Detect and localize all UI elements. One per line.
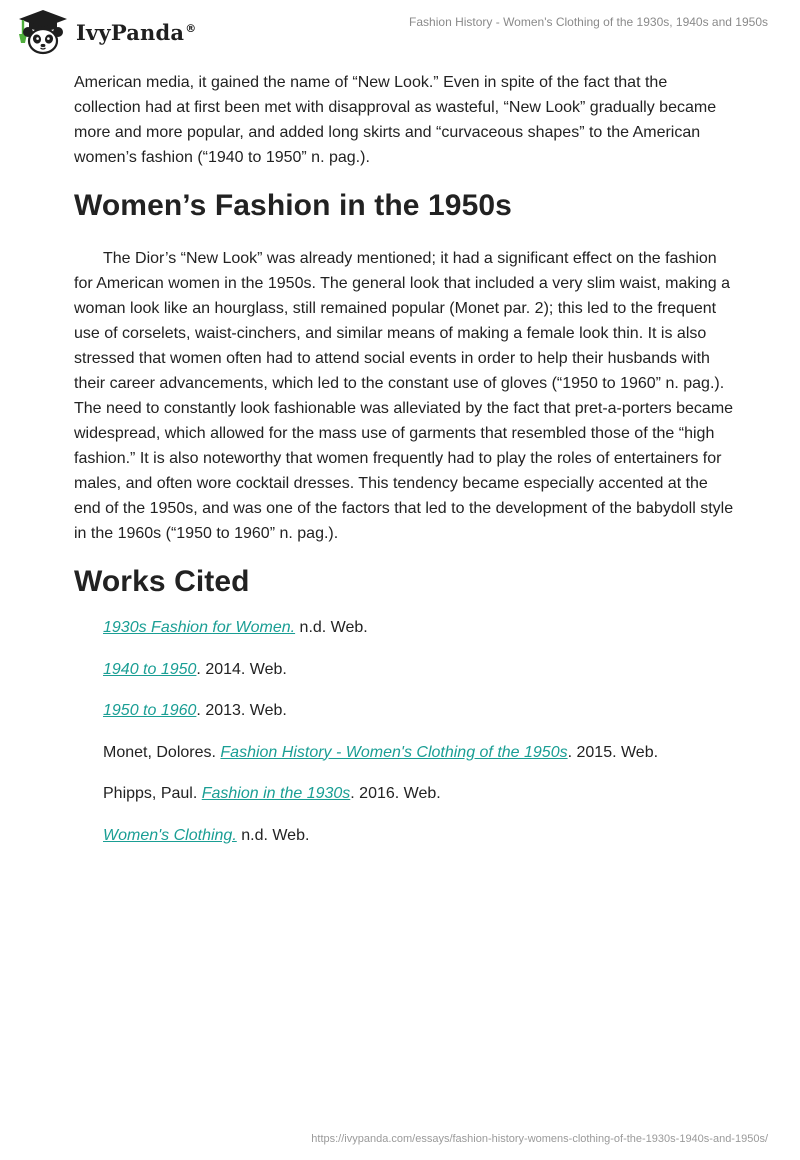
citation-link[interactable]: 1930s Fashion for Women. xyxy=(103,619,296,636)
panda-graduate-logo-icon xyxy=(14,8,72,56)
document-title: Fashion History - Women's Clothing of the 1930s, 1940s and 1950s xyxy=(409,15,768,29)
brand-name xyxy=(76,20,196,45)
works-cited-heading: Works Cited xyxy=(74,565,250,598)
citation-prefix: Phipps, Paul. xyxy=(103,785,202,802)
brand-logo[interactable] xyxy=(14,8,196,56)
citation-link[interactable]: 1950 to 1960 xyxy=(103,702,197,719)
citation-item xyxy=(103,824,734,848)
citation-suffix: n.d. Web. xyxy=(236,826,310,844)
works-cited-list xyxy=(74,616,734,848)
citation-suffix: . 2015. Web. xyxy=(567,743,659,761)
registered-mark: ® xyxy=(185,21,197,35)
citation-item xyxy=(103,699,734,723)
page-header xyxy=(0,0,800,60)
citation-link[interactable]: Fashion in the 1930s xyxy=(201,785,351,802)
footer-url[interactable]: https://ivypanda.com/essays/fashion-history-womens-clothing-of-the-1930s-1940s-and-1950s/ xyxy=(311,1133,768,1145)
citation-item xyxy=(103,616,734,640)
citation-item xyxy=(103,741,734,765)
brand-name-text: IvyPanda xyxy=(76,19,185,45)
citation-link[interactable]: 1940 to 1950 xyxy=(103,660,197,678)
citation-link[interactable]: Women's Clothing. xyxy=(103,826,237,844)
section-heading: Women’s Fashion in the 1950s xyxy=(74,189,512,222)
intro-paragraph: American media, it gained the name of “New Look.” Even in spite of the fact that the collection had at first been met with disapproval as wasteful, “New Look” gradually became more and more popular, and added long skirts and “curvaceous shapes” to the American women’s fashion (“1940 to 1950” n. pag.). xyxy=(74,74,717,166)
citation-suffix: . 2013. Web. xyxy=(196,702,287,719)
section-paragraph: The Dior’s “New Look” was already mentioned; it had a significant effect on the fashion for American women in the 1950s. The general look that included a very slim waist, making a woman look like an hourglass, still remained popular (Monet par. 2); this led to the frequent use of corselets, waist-cinchers, and similar means of making a female look thin. It is also stressed that women often had to attend social events in order to help their husbands with their career advancements, which led to the constant use of gloves (“1950 to 1960” n. pag.). The need to constantly look fashionable was alleviated by the fact that pret-a-porters became widespread, which allowed for the mass use of garments that resembled those of the “high fashion.” It is also noteworthy that women frequently had to play the roles of entertainers for males, and often wore cocktail dresses. This tendency became especially accented at the end of the 1950s, and was one of the factors that led to the development of the babydoll style in the 1960s (“1950 to 1960” n. pag.). xyxy=(74,250,734,542)
essay-content xyxy=(74,70,734,865)
citation-link[interactable]: Fashion History - Women's Clothing of the 1950s xyxy=(220,743,568,761)
citation-suffix: . 2016. Web. xyxy=(350,785,441,802)
citation-suffix: . 2014. Web. xyxy=(196,660,287,678)
citation-suffix: n.d. Web. xyxy=(295,619,368,636)
citation-item xyxy=(103,782,734,806)
citation-item xyxy=(103,658,734,682)
citation-prefix: Monet, Dolores. xyxy=(103,743,221,761)
